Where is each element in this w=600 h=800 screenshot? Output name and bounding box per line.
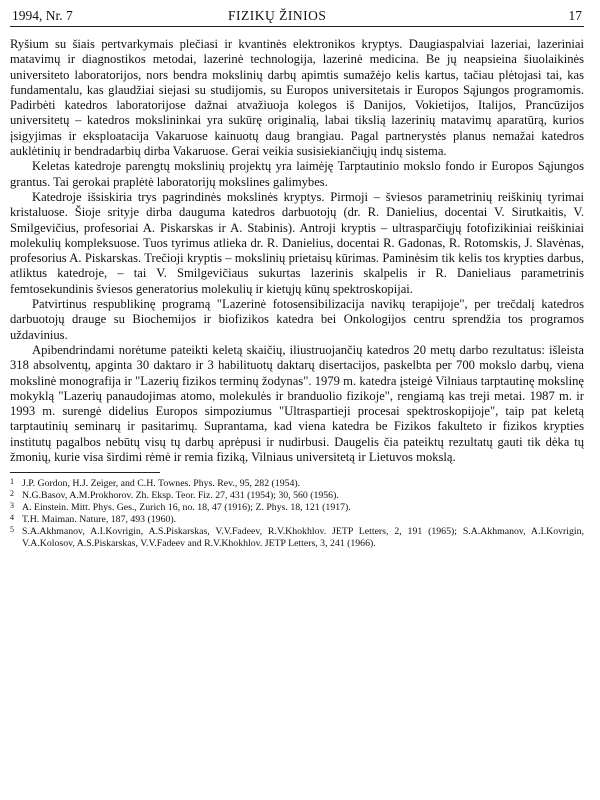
journal-page bbox=[10, 6, 584, 796]
paragraph: Ryšium su šiais pertvarkymais plečiasi ir kvantinės elektronikos kryptys. Daugiaspalviai lazeriai, lazeriniai matavimų ir diagnostikos metodai, lazerinė technologija, lazerinė medicina. Be jų neapsieina šiuolaikinės universiteto laboratorijos, nors bendra mokslinių darbų apimtis sumažėjo kelis kartus, tačiau plėtojasi tai, kas fundamentalu, kas glaudžiai siejasi su studijomis, su Europos universitetais ir Europos Sąjungos programomis. Padirbėti katedros laboratorijose dažnai atvažiuoja kolegos iš Danijos, Vokietijos, Italijos, Prancūzijos universitetų – katedros mokslininkai yra sukūrę originalią, labai tikslią lazerinių matavimų aparatūrą, kurios įsigyjimas ir eksploatacija Vakaruose kainuotų daug brangiau. Pagal partnerystės planus nemažai katedros auklėtinių ir bendradarbių dirba Vakaruose. Gerai veikia susisiekiančiųjų indų sistema. bbox=[10, 37, 584, 159]
paragraph: Katedroje išsiskiria trys pagrindinės mokslinės kryptys. Pirmoji – šviesos parametrinių reiškinių tyrimai kristaluose. Šioje srityje dirba dauguma katedros darbuotojų (dr. R. Danielius, docentai V. Sirutkaitis, V. Smilgevičius, profesoriai A. Piskarskas ir A. Stabinis). Antroji kryptis – ultrasparčiųjų fotofizikiniai reiškiniai molekulių kompleksuose. Tuos tyrimus atlieka dr. R. Danielius, docentai R. Gadonas, R. Rotomskis, J. Slavėnas, profesorius A. Piskarskas. Trečioji kryptis – mokslinių prietaisų kūrimas. Paminėsim tik kelis tos krypties darbus, atliktus katedroje, – tai V. Smilgevičiaus sukurtas lazerinis skalpelis ir R. Danieliaus parametrinis femtosekundinis šviesos generatorius molekulių ir kietųjų kūnų spektroskopijai. bbox=[10, 189, 584, 296]
footnote bbox=[10, 490, 584, 502]
paragraph: Apibendrindami norėtume pateikti keletą skaičių, iliustruojančių katedros 20 metų darbo rezultatus: išleista 318 absolventų, apginta 30 daktaro ir 3 habilituotų daktarų disertacijos, paskelbta per 700 mokslo darbų, viena mokslinė monografija ir "Lazerių fizikos terminų žodynas". 1979 m. katedra įsteigė Vilniaus tarptautinę mokslinę mokyklą "Lazerių panaudojimas atomo, molekulės ir branduolio fizikoje", rengiamą kas treji metai. 1987 m. ir 1993 m. surengė didelius Europos simpoziumus "Ultraspartieji procesai spektroskopijoje", taip pat keletą tarptautinių seminarų ir pasitarimų. Suprantama, kad viena katedra be Fizikos fakulteto ir fizikos krypties institutų pagalbos nebūtų visų tų darbų aprėpusi ir nudirbusi. Daugelis čia pateiktų rezultatų gauti tik dėka tų žmonių, kurie visa širdimi rėmė ir remia fiziką, Vilniaus universitetą ir Lietuvos mokslą. bbox=[10, 342, 584, 465]
footnote-divider bbox=[10, 472, 160, 473]
running-header bbox=[10, 6, 584, 27]
paragraph: Keletas katedroje parengtų mokslinių projektų yra laimėję Tarptautinio mokslo fondo ir Europos Sąjungos grantus. Tai gerokai praplėtė laboratorijų mokslines galimybes. bbox=[10, 159, 584, 189]
page-number: 17 bbox=[568, 8, 582, 23]
footnote-text: T.H. Maiman. Nature, 187, 493 (1960). bbox=[22, 514, 177, 526]
year-issue: 1994, Nr. 7 bbox=[12, 8, 73, 23]
article-body bbox=[10, 37, 584, 465]
paragraph: Patvirtinus respublikinę programą "Lazerinė fotosensibilizacija navikų terapijoje", per trečdalį katedros darbuotojų drauge su Biochemijos ir biofizikos katedra bei Onkologijos centru sprendžia tos programos uždavinius. bbox=[10, 297, 584, 342]
journal-title: FIZIKŲ ŽINIOS bbox=[228, 8, 327, 23]
footnotes bbox=[10, 478, 584, 549]
footnote bbox=[10, 502, 584, 514]
footnote bbox=[10, 478, 584, 490]
footnote-text: N.G.Basov, A.M.Prokhorov. Zh. Eksp. Teor. Fiz. 27, 431 (1954); 30, 560 (1956). bbox=[22, 490, 339, 502]
footnote-text: J.P. Gordon, H.J. Zeiger, and C.H. Townes. Phys. Rev., 95, 282 (1954). bbox=[22, 478, 301, 490]
footnote-marker: 3 bbox=[10, 501, 14, 511]
footnote-marker: 4 bbox=[10, 513, 14, 523]
footnote-text: S.A.Akhmanov, A.I.Kovrigin, A.S.Piskarskas, V.V.Fadeev, R.V.Khokhlov. JETP Letters, 2, 191 (1965); S.A.Akhmanov, A.I.Kovrigin, V.A.Kolosov, A.S.Piskarskas, V.V.Fadeev and R.V.Khokhlov. JETP Letters, 3, 241 (1966). bbox=[22, 525, 584, 549]
footnote bbox=[10, 514, 584, 526]
footnote-marker: 1 bbox=[10, 477, 14, 487]
footnote bbox=[10, 526, 584, 550]
footnote-text: A. Einstein. Mitt. Phys. Ges., Zurich 16, no. 18, 47 (1916); Z. Phys. 18, 121 (1917). bbox=[22, 502, 351, 514]
footnote-marker: 5 bbox=[10, 524, 14, 534]
footnote-marker: 2 bbox=[10, 489, 14, 499]
